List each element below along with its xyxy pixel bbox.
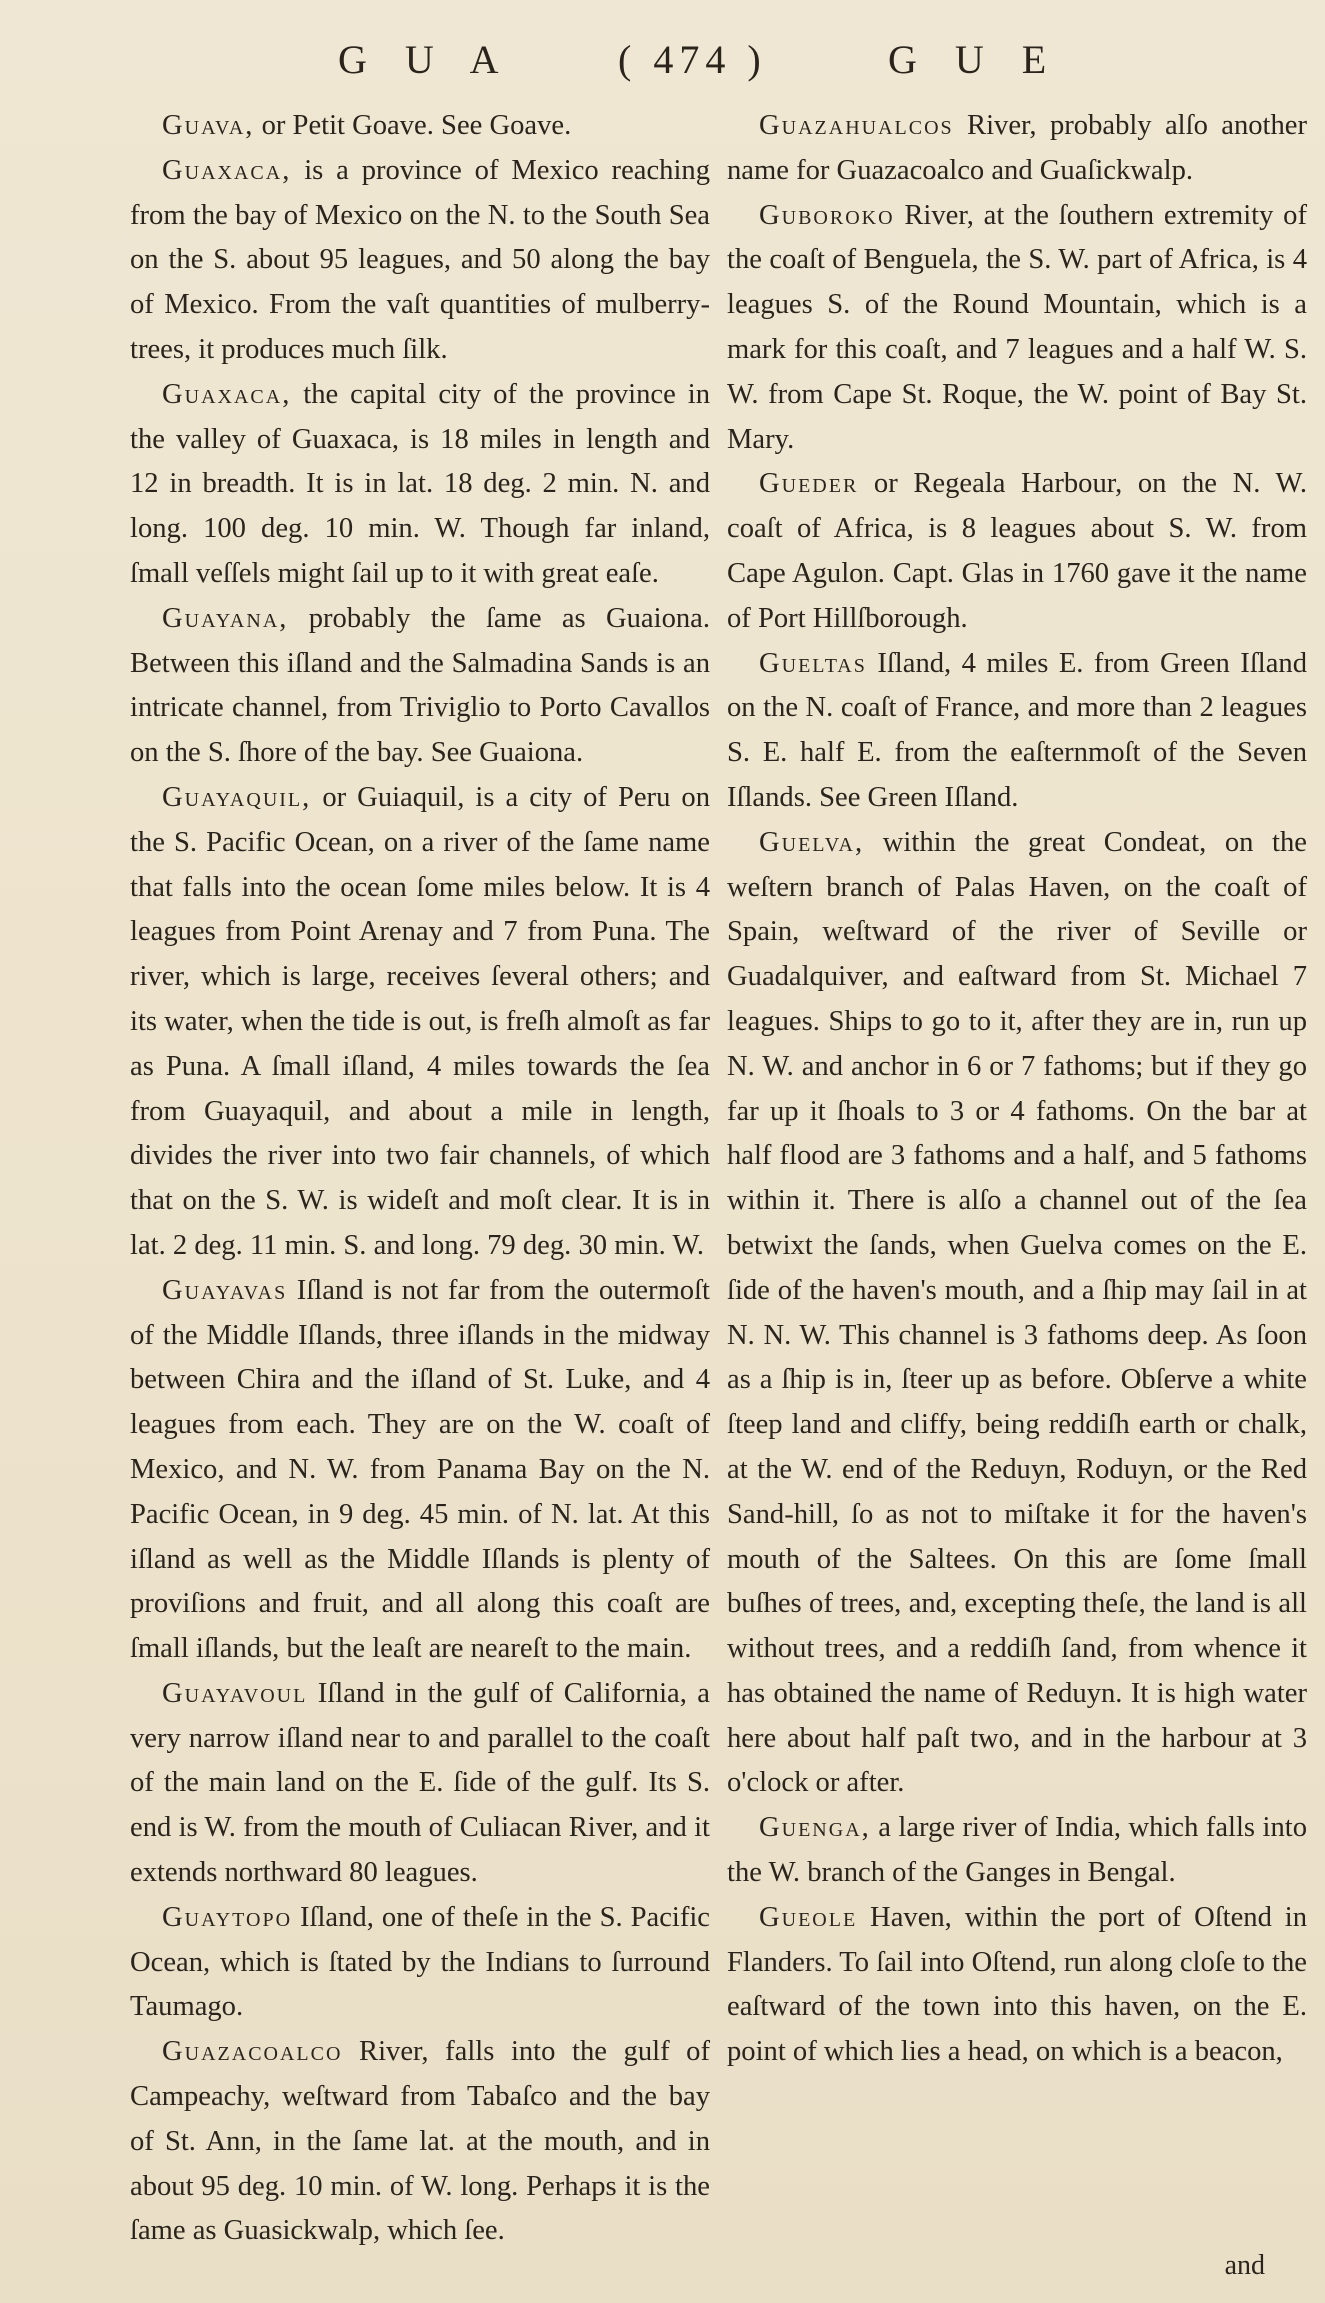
- entry-guayana: [130, 597, 710, 776]
- entry-guelva: [727, 821, 1307, 1807]
- entry-guaxaca-province: [130, 149, 710, 373]
- headword: Guaxaca,: [162, 378, 292, 410]
- entry-text: Haven, within the port of Oſtend in Flanders. To ſail into Oſtend, run along cloſe to the eaſtward of the town into this haven, on the E. point of which lies a head, on which is a beacon,: [727, 1901, 1307, 2068]
- entry-text: is a province of Mexico reaching from the bay of Mexico on the N. to the South Sea on the S. about 95 leagues, and 50 along the bay of Mexico. From the vaſt quantities of mulberry-trees, it produces much ſilk.: [130, 154, 710, 365]
- entry-guazacoalco: [130, 2030, 710, 2254]
- headword: Guaytopo: [162, 1901, 293, 1933]
- entry-guazahualcos: [727, 104, 1307, 194]
- page-number: ( 474 ): [618, 37, 767, 82]
- entry-text: or Guiaquil, is a city of Peru on the S. Pacific Ocean, on a river of the ſame name that falls into the ocean ſome miles below. It is 4 leagues from Point Arenay and 7 from Puna. The river, which is large, receives ſeveral others; and its water, when the tide is out, is freſh almoſt as far as Puna. A ſmall iſland, 4 miles towards the ſea from Guayaquil, and about a mile in length, divides the river into two fair channels, of which that on the S. W. is wideſt and moſt clear. It is in lat. 2 deg. 11 min. S. and long. 79 deg. 30 min. W.: [130, 781, 710, 1261]
- headword: Guayavoul: [162, 1677, 308, 1709]
- headword: Guelva,: [759, 826, 865, 858]
- entry-text: probably the ſame as Guaiona. Between this iſland and the Salmadina Sands is an intricate channel, from Triviglio to Porto Cavallos on the S. ſhore of the bay. See Guaiona.: [130, 602, 710, 769]
- entry-guaytopo: [130, 1896, 710, 2030]
- catchword: and: [1224, 2250, 1265, 2281]
- entry-text: Iſland, one of theſe in the S. Pacific Ocean, which is ſtated by the Indians to ſurround Taumago.: [130, 1901, 710, 2023]
- entry-text: or Petit Goave. See Goave.: [254, 110, 572, 141]
- headword: Guayavas: [162, 1274, 288, 1306]
- running-header: [0, 30, 1325, 90]
- entry-text: the capital city of the province in the valley of Guaxaca, is 18 miles in length and 12 in breadth. It is in lat. 18 deg. 2 min. N. and long. 100 deg. 10 min. W. Though far inland, ſmall veſſels might ſail up to it with great eaſe.: [130, 378, 710, 589]
- headword: Guenga,: [759, 1812, 871, 1844]
- header-left: G U A: [338, 37, 513, 82]
- headword: Gueltas: [759, 647, 867, 679]
- headword: Guboroko: [759, 199, 895, 231]
- entry-guaxaca-city: [130, 373, 710, 597]
- entry-guayavoul: [130, 1672, 710, 1896]
- left-column: [130, 104, 710, 2254]
- entry-guayavas: [130, 1269, 710, 1672]
- headword: Guava,: [162, 110, 255, 141]
- headword: Guazacoalco: [162, 2036, 343, 2068]
- headword: Gueder: [759, 468, 859, 500]
- headword: Guazahualcos: [759, 110, 954, 141]
- entry-text: River, at the ſouthern extremity of the coaſt of Benguela, the S. W. part of Africa, is 4 leagues S. of the Round Mountain, which is a mark for this coaſt, and 7 leagues and a half W. S. W. from Cape St. Roque, the W. point of Bay St. Mary.: [727, 199, 1307, 455]
- entry-text: Iſland in the gulf of California, a very narrow iſland near to and parallel to the coaſt of the main land on the E. ſide of the gulf. Its S. end is W. from the mouth of Culiacan River, and it extends northward 80 leagues.: [130, 1677, 710, 1889]
- entry-text: Iſland is not far from the outermoſt of the Middle Iſlands, three iſlands in the midway between Chira and the iſland of St. Luke, and 4 leagues from each. They are on the W. coaſt of Mexico, and N. W. from Panama Bay on the N. Pacific Ocean, in 9 deg. 45 min. of N. lat. At this iſland as well as the Middle Iſlands is plenty of proviſions and fruit, and all along this coaſt are ſmall iſlands, but the leaſt are neareſt to the main.: [130, 1274, 710, 1665]
- headword: Guayaquil,: [162, 781, 312, 813]
- entry-guayaquil: [130, 776, 710, 1269]
- entry-guenga: [727, 1806, 1307, 1896]
- entry-guava: [130, 104, 710, 149]
- entry-text: a large river of India, which falls into the W. branch of the Ganges in Bengal.: [727, 1812, 1307, 1889]
- entry-text: or Regeala Harbour, on the N. W. coaſt of Africa, is 8 leagues about S. W. from Cape Agulon. Capt. Glas in 1760 gave it the name of Port Hillſborough.: [727, 468, 1307, 634]
- header-right: G U E: [888, 37, 1061, 82]
- entry-gueole: [727, 1896, 1307, 2075]
- entry-guboroko: [727, 194, 1307, 463]
- headword: Guayana,: [162, 602, 289, 634]
- entry-text: Iſland, 4 miles E. from Green Iſland on the N. coaſt of France, and more than 2 leagues S. E. half E. from the eaſternmoſt of the Seven Iſlands. See Green Iſland.: [727, 647, 1307, 813]
- entry-gueder: [727, 462, 1307, 641]
- entry-text: River, falls into the gulf of Campeachy, weſtward from Tabaſco and the bay of St. Ann, in the ſame lat. at the mouth, and in about 95 deg. 10 min. of W. long. Perhaps it is the ſame as Guasickwalp, which ſee.: [130, 2036, 710, 2247]
- headword: Guaxaca,: [162, 154, 292, 186]
- headword: Gueole: [759, 1901, 858, 1933]
- entry-text: within the great Condeat, on the weſtern branch of Palas Haven, on the coaſt of Spain, weſtward of the river of Seville or Guadalquiver, and eaſtward from St. Michael 7 leagues. Ships to go to it, after they are in, run up N. W. and anchor in 6 or 7 fathoms; but if they go far up it ſhoals to 3 or 4 fathoms. On the bar at half flood are 3 fathoms and a half, and 5 fathoms within it. There is alſo a channel out of the ſea betwixt the ſands, when Guelva comes on the E. ſide of the haven's mouth, and a ſhip may ſail in at N. N. W. This channel is 3 fathoms deep. As ſoon as a ſhip is in, ſteer up as before. Obſerve a white ſteep land and cliffy, being reddiſh earth or chalk, at the W. end of the Reduyn, Roduyn, or the Red Sand-hill, ſo as not to miſtake it for the haven's mouth of the Saltees. On this are ſome ſmall buſhes of trees, and, excepting theſe, the land is all without trees, and a reddiſh ſand, from whence it has obtained the name of Reduyn. It is high water here about half paſt two, and in the harbour at 3 o'clock or after.: [727, 826, 1307, 1799]
- entry-gueltas: [727, 642, 1307, 821]
- entry-text: River, probably alſo another name for Guazacoalco and Guaſickwalp.: [727, 110, 1307, 186]
- right-column: [727, 104, 1307, 2075]
